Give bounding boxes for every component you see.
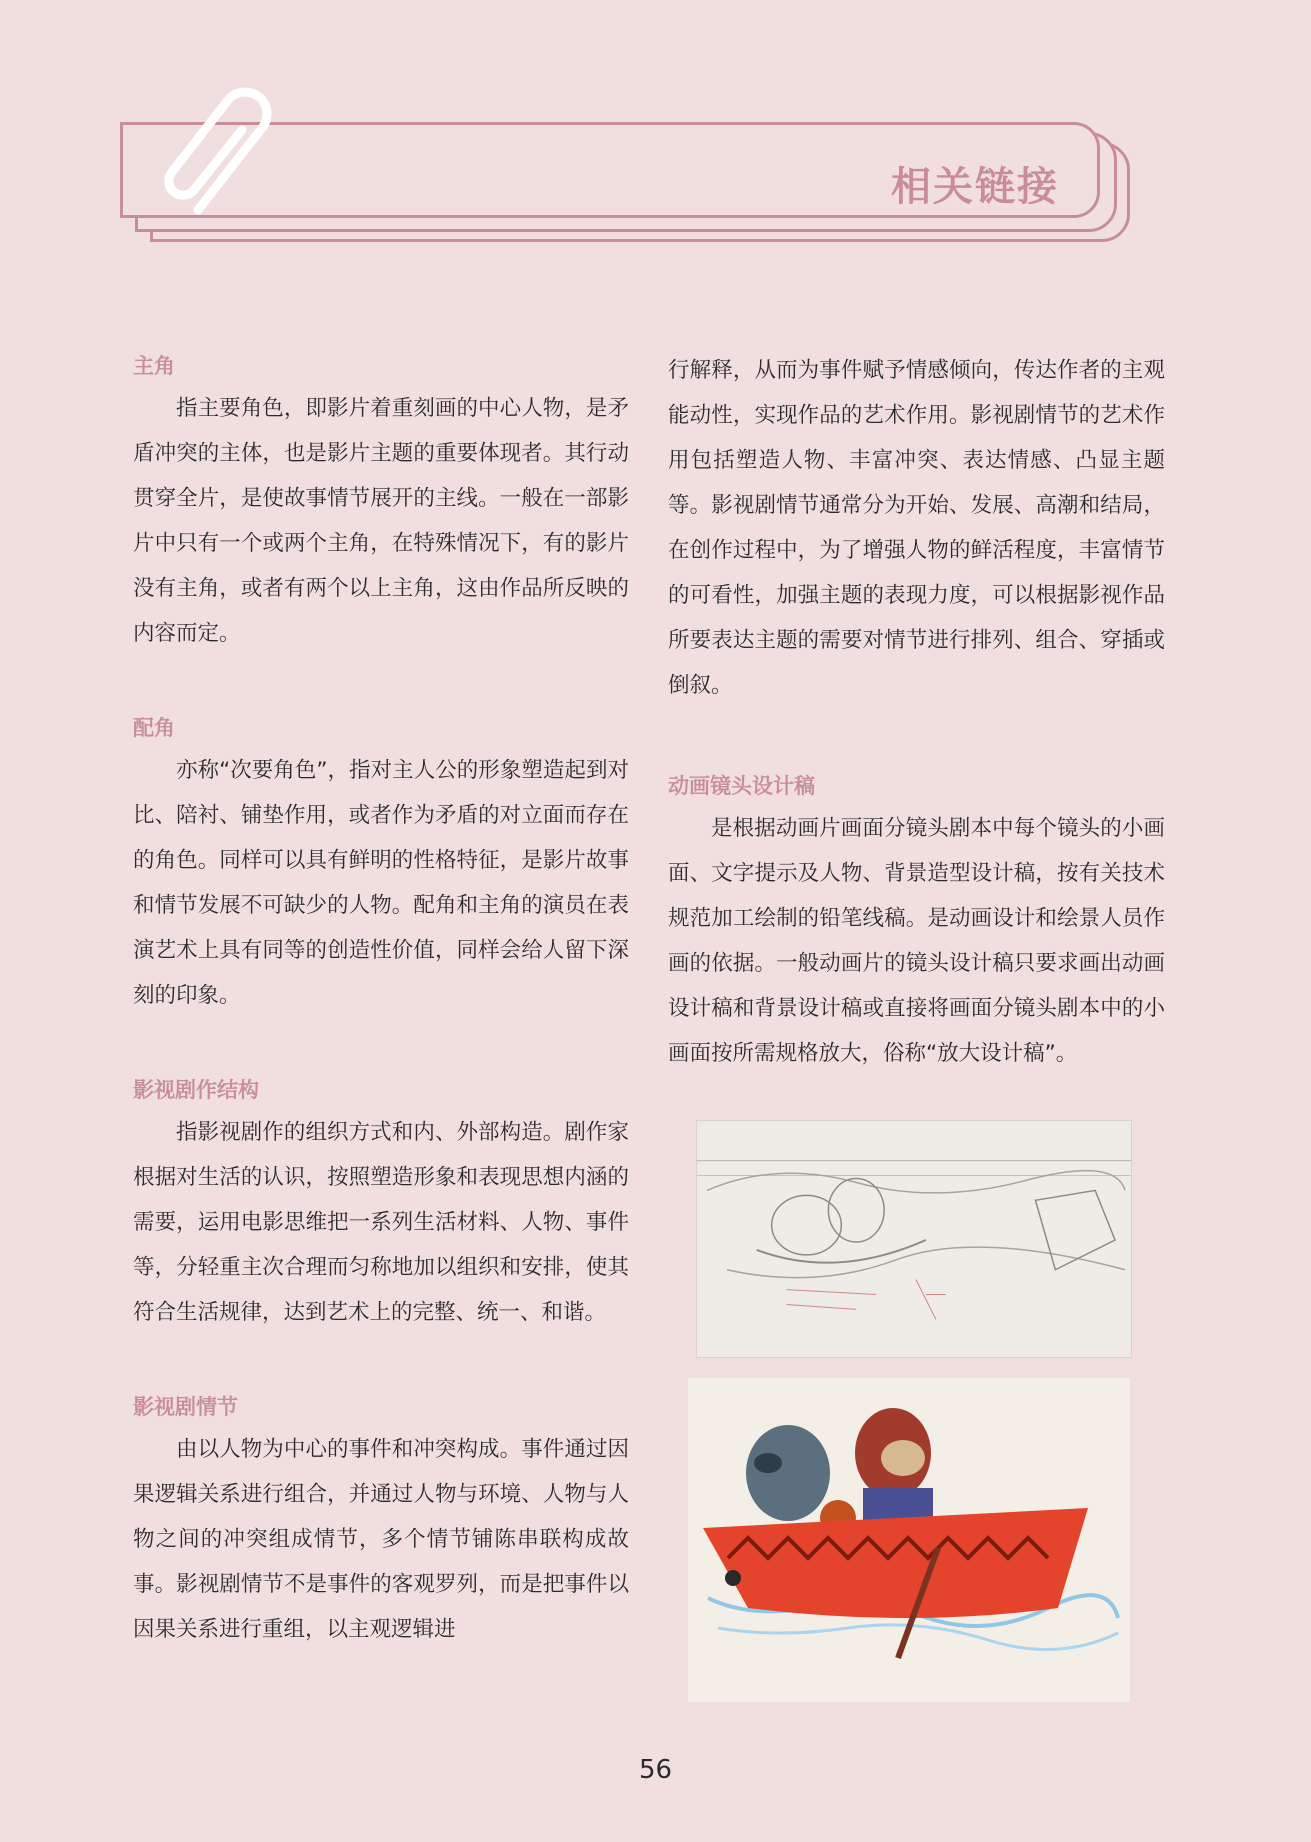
page-number: 56	[638, 1755, 673, 1785]
section-text-plot: 由以人物为中心的事件和冲突构成。事件通过因果逻辑关系进行组合，并通过人物与环境、人物与人物之间的冲突组成情节，多个情节铺陈串联构成故事。影视剧情节不是事件的客观罗列，而是把事件以因果关系进行重组，以主观逻辑进	[133, 1437, 629, 1642]
paperclip-icon	[150, 80, 290, 230]
section-title-plot: 影视剧情节	[133, 1395, 238, 1419]
pencil-layout-sketch-image	[696, 1120, 1132, 1358]
header-title: 相关链接	[891, 164, 1059, 210]
plot-continuation-text: 行解释，从而为事件赋予情感倾向，传达作者的主观能动性，实现作品的艺术作用。影视剧情节的艺术作用包括塑造人物、丰富冲突、表达情感、凸显主题等。影视剧情节通常分为开始、发展、高潮和结局，在创作过程中，为了增强人物的鲜活程度，丰富情节的可看性，加强主题的表现力度，可以根据影视作品所要表达主题的需要对情节进行排列、组合、穿插或倒叙。	[668, 358, 1165, 698]
section-text-protagonist: 指主要角色，即影片着重刻画的中心人物，是矛盾冲突的主体，也是影片主题的重要体现者。其行动贯穿全片，是使故事情节展开的主线。一般在一部影片中只有一个或两个主角，在特殊情况下，有的影片没有主角，或者有两个以上主角，这由作品所反映的内容而定。	[133, 396, 629, 646]
section-title-protagonist: 主角	[133, 354, 175, 378]
section-text-layout-design: 是根据动画片画面分镜头剧本中每个镜头的小画面、文字提示及人物、背景造型设计稿，按有关技术规范加工绘制的铅笔线稿。是动画设计和绘景人员作画的依据。一般动画片的镜头设计稿只要求画出动画设计稿和背景设计稿或直接将画面分镜头剧本中的小画面按所需规格放大，俗称“放大设计稿”。	[668, 816, 1165, 1066]
left-column	[133, 346, 629, 1652]
section-text-screenplay-structure: 指影视剧作的组织方式和内、外部构造。剧作家根据对生活的认识，按照塑造形象和表现思想内涵的需要，运用电影思维把一系列生活材料、人物、事件等，分轻重主次合理而匀称地加以组织和安排，使其符合生活规律，达到艺术上的完整、统一、和谐。	[133, 1120, 629, 1325]
section-title-supporting-role: 配角	[133, 716, 175, 740]
section-title-screenplay-structure: 影视剧作结构	[133, 1078, 259, 1102]
section-text-supporting-role: 亦称“次要角色”，指对主人公的形象塑造起到对比、陪衬、铺垫作用，或者作为矛盾的对立面而存在的角色。同样可以具有鲜明的性格特征，是影片故事和情节发展不可缺少的人物。配角和主角的演员在表演艺术上具有同等的创造性价值，同样会给人留下深刻的印象。	[133, 758, 629, 1008]
related-links-header	[120, 80, 1160, 280]
animation-cel-boat-image	[688, 1378, 1130, 1702]
right-column	[668, 348, 1165, 1076]
section-title-layout-design: 动画镜头设计稿	[668, 774, 815, 798]
